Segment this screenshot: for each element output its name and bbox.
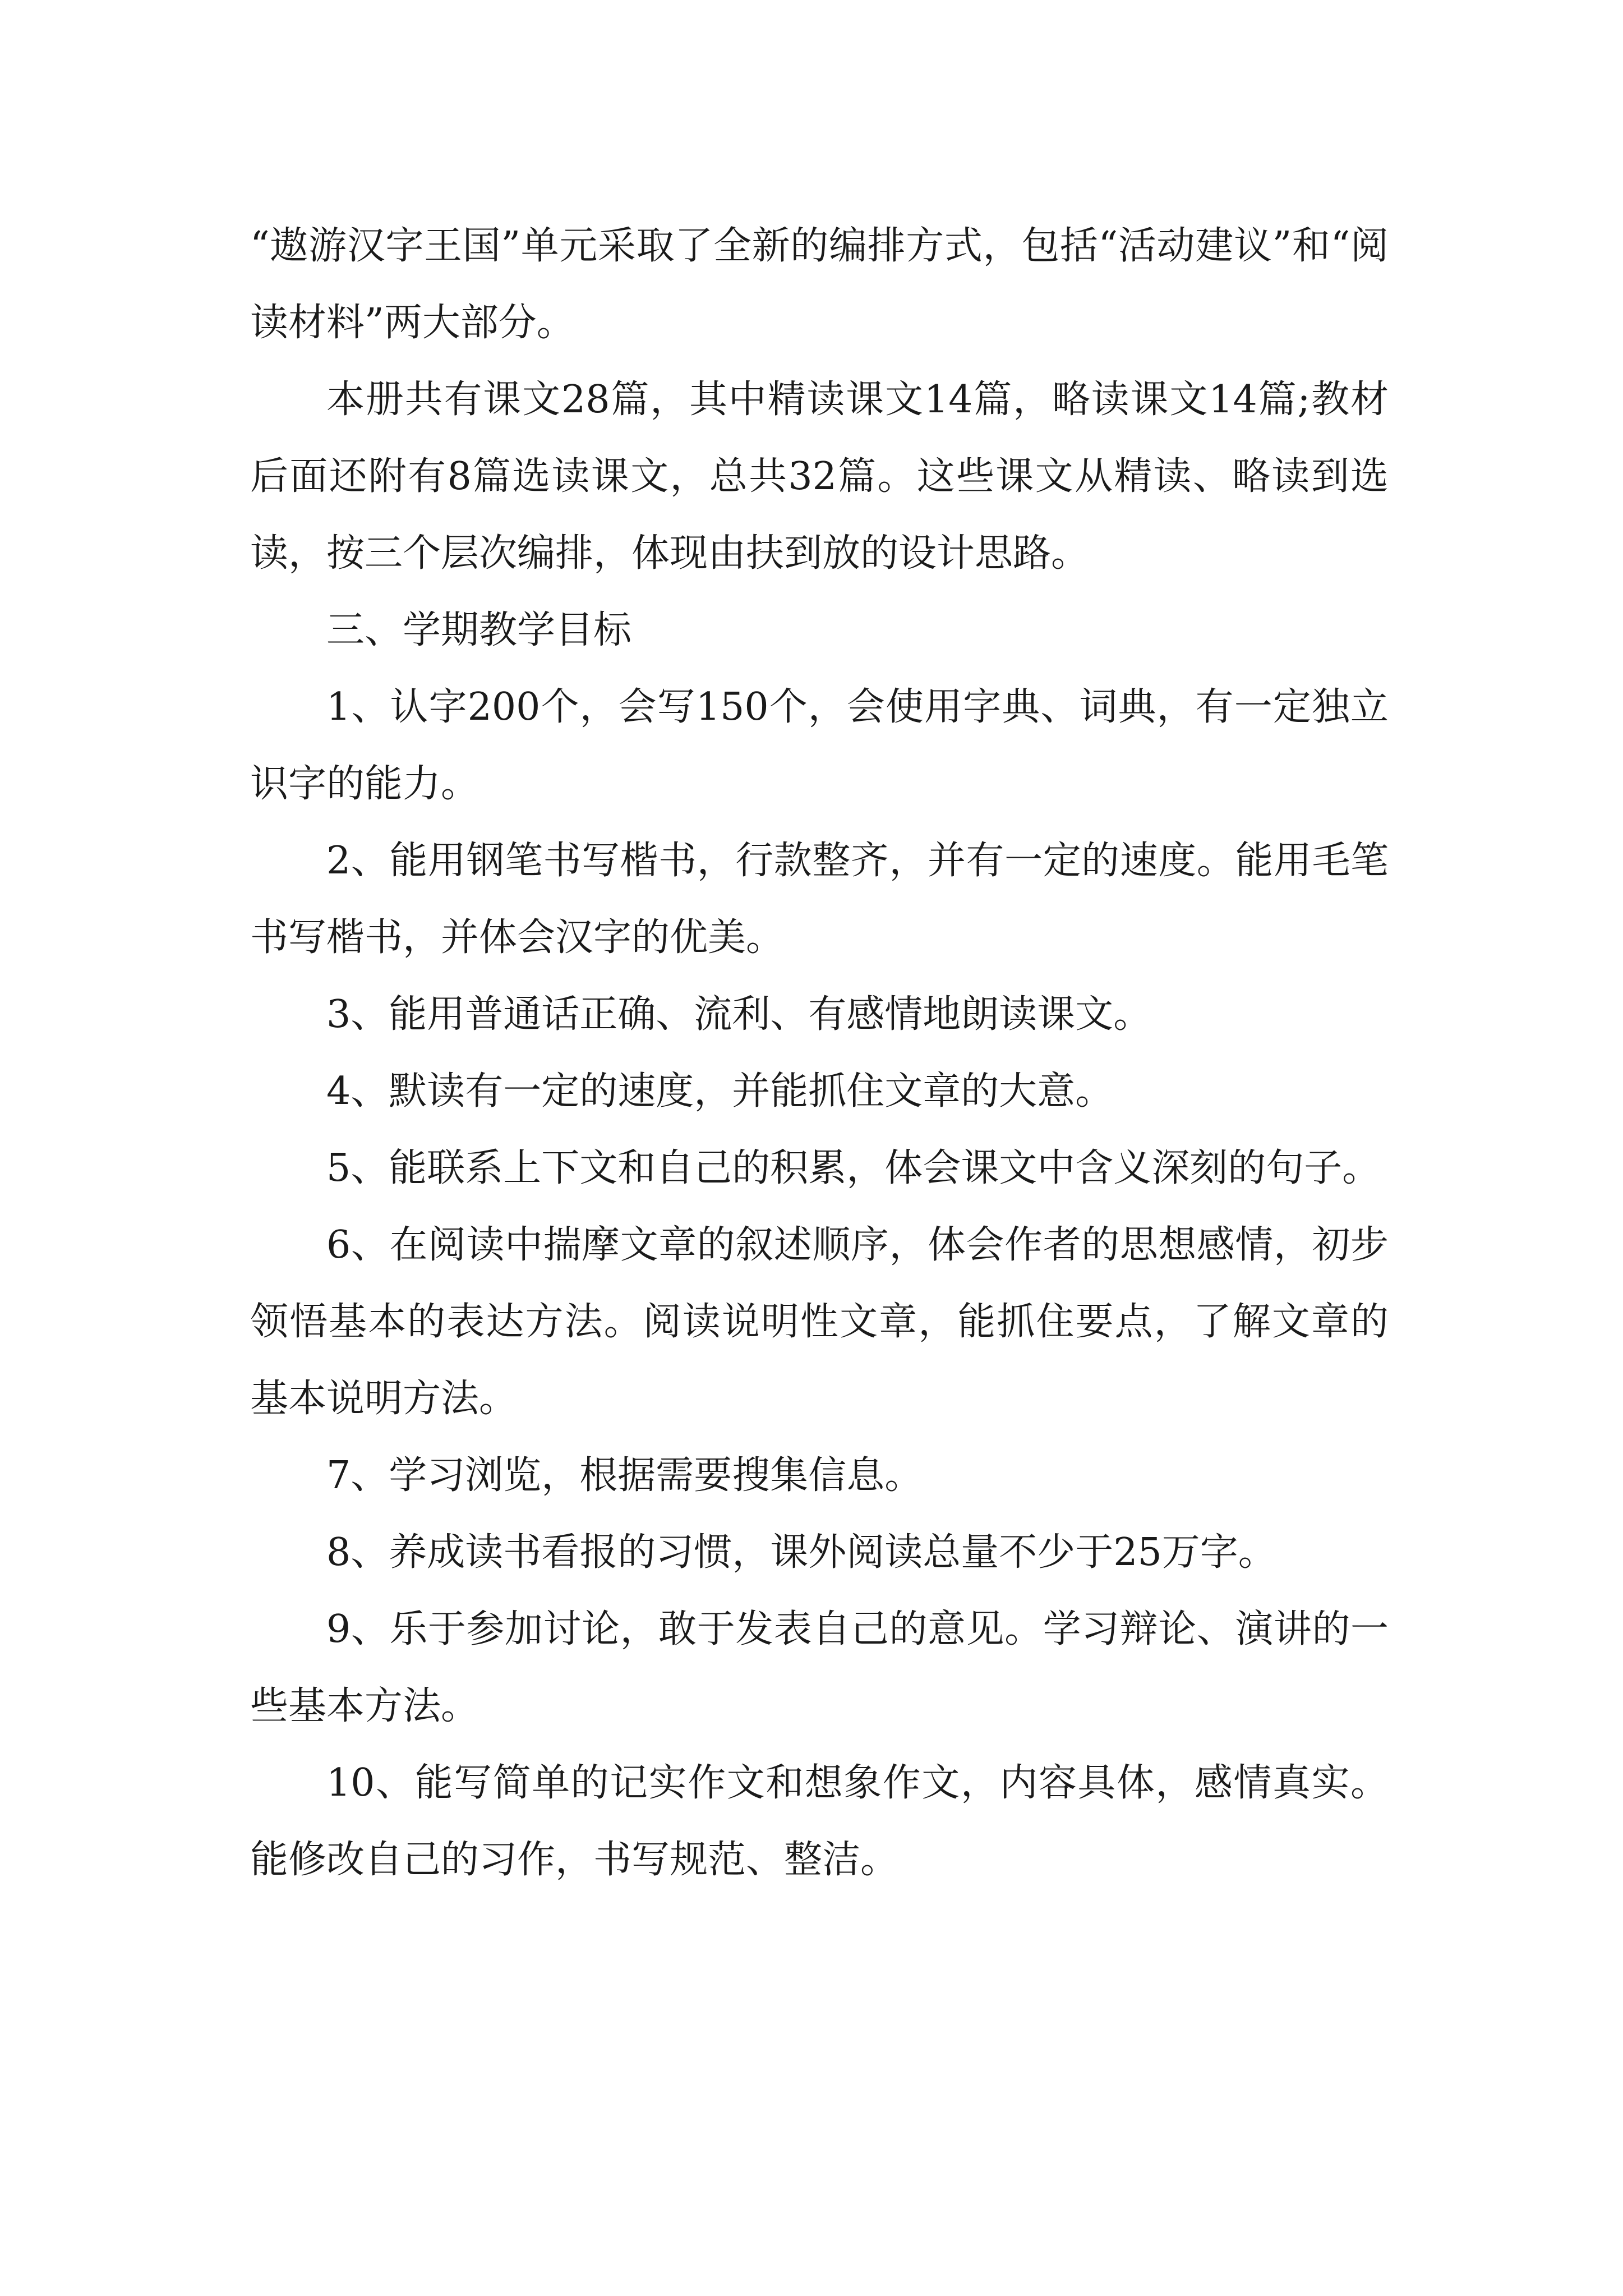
goal-item-6: 6、在阅读中揣摩文章的叙述顺序，体会作者的思想感情，初步领悟基本的表达方法。阅读说明性文章，能抓住要点，了解文章的基本说明方法。	[250, 1223, 1389, 1421]
goal-item-4: 4、默读有一定的速度，并能抓住文章的大意。	[326, 1069, 1114, 1114]
section-heading-teaching-goals: 三、学期教学目标	[326, 608, 632, 652]
goal-item-8: 8、养成读书看报的习惯，课外阅读总量不少于25万字。	[326, 1530, 1276, 1575]
goal-item-3: 3、能用普通话正确、流利、有感情地朗读课文。	[326, 992, 1152, 1037]
document-body	[250, 208, 1389, 1898]
goal-item-1: 1、认字200个，会写150个，会使用字典、词典，有一定独立识字的能力。	[250, 685, 1389, 806]
goal-item-5: 5、能联系上下文和自己的积累，体会课文中含义深刻的句子。	[326, 1146, 1381, 1190]
goal-item-2: 2、能用钢笔书写楷书，行款整齐，并有一定的速度。能用毛笔书写楷书，并体会汉字的优美。	[250, 839, 1389, 960]
goal-item-9: 9、乐于参加讨论，敢于发表自己的意见。学习辩论、演讲的一些基本方法。	[250, 1607, 1389, 1728]
goal-item-10: 10、能写简单的记实作文和想象作文，内容具体，感情真实。能修改自己的习作，书写规范、整洁。	[250, 1761, 1389, 1882]
paragraph-continuation: “遨游汉字王国”单元采取了全新的编排方式，包括“活动建议”和“阅读材料”两大部分。	[250, 224, 1389, 345]
paragraph-textbook-overview: 本册共有课文28篇，其中精读课文14篇，略读课文14篇;教材后面还附有8篇选读课文，总共32篇。这些课文从精读、略读到选读，按三个层次编排，体现由扶到放的设计思路。	[250, 378, 1389, 576]
goal-item-7: 7、学习浏览，根据需要搜集信息。	[326, 1453, 923, 1498]
